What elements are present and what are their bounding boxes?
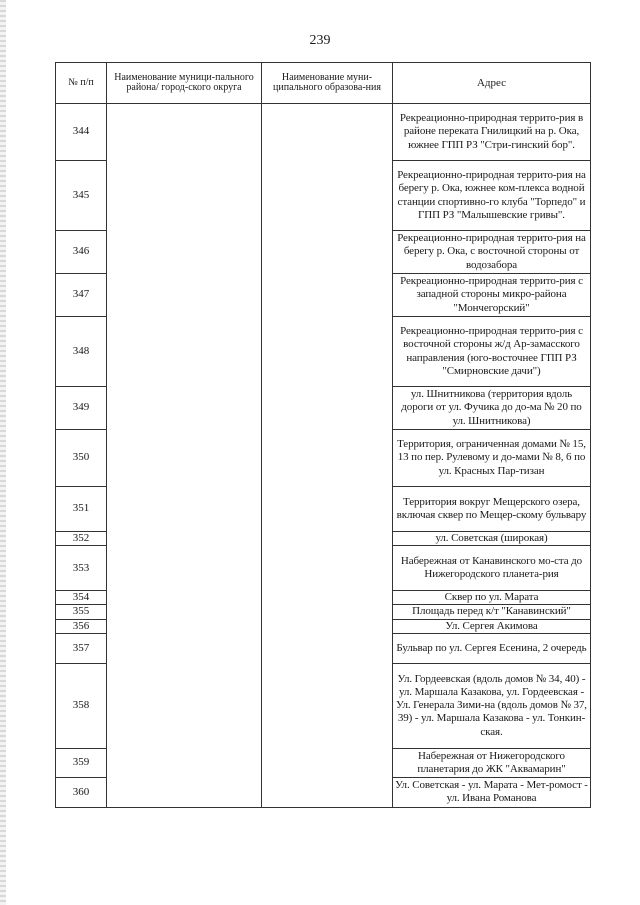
row-number: 358 <box>56 663 107 748</box>
row-number: 344 <box>56 104 107 161</box>
district-cell <box>107 317 262 387</box>
municipality-cell <box>262 663 393 748</box>
row-number: 346 <box>56 231 107 274</box>
table-row <box>56 748 591 777</box>
address-table <box>55 62 591 808</box>
row-number: 345 <box>56 161 107 231</box>
row-number: 348 <box>56 317 107 387</box>
address-cell: Ул. Гордеевская (вдоль домов № 34, 40) - ул. Маршала Казакова, ул. Гордеевская - Ул. Генерала Зими-на (вдоль домов № 37, 39) - ул. Маршала Казакова - ул. Тонкин-ская. <box>393 663 591 748</box>
header-district: Наименование муници-пального района/ город-ского округа <box>107 63 262 104</box>
address-cell: Бульвар по ул. Сергея Есенина, 2 очередь <box>393 633 591 663</box>
header-num: № п/п <box>56 63 107 104</box>
table-row <box>56 317 591 387</box>
municipality-cell <box>262 546 393 591</box>
row-number: 351 <box>56 487 107 532</box>
table-row <box>56 430 591 487</box>
address-cell: Рекреационно-природная террито-рия в районе переката Гнилицкий на р. Ока, южнее ГПП РЗ "Стри-гинский бор". <box>393 104 591 161</box>
table-row <box>56 104 591 161</box>
municipality-cell <box>262 619 393 633</box>
address-cell: Территория, ограниченная домами № 15, 13 по пер. Рулевому и до-мами № 8, 6 по ул. Красных Пар-тизан <box>393 430 591 487</box>
table-row <box>56 591 591 605</box>
table-row <box>56 663 591 748</box>
district-cell <box>107 487 262 532</box>
district-cell <box>107 430 262 487</box>
municipality-cell <box>262 532 393 546</box>
municipality-cell <box>262 591 393 605</box>
table-row <box>56 161 591 231</box>
row-number: 355 <box>56 605 107 619</box>
table-row <box>56 633 591 663</box>
table-row <box>56 487 591 532</box>
municipality-cell <box>262 430 393 487</box>
table-body <box>56 104 591 808</box>
address-cell: Набережная от Нижегородского планетария до ЖК "Аквамарин" <box>393 748 591 777</box>
district-cell <box>107 231 262 274</box>
row-number: 357 <box>56 633 107 663</box>
row-number: 347 <box>56 274 107 317</box>
address-cell: Сквер по ул. Марата <box>393 591 591 605</box>
row-number: 353 <box>56 546 107 591</box>
municipality-cell <box>262 317 393 387</box>
row-number: 359 <box>56 748 107 777</box>
municipality-cell <box>262 387 393 430</box>
district-cell <box>107 748 262 777</box>
municipality-cell <box>262 231 393 274</box>
address-cell: Площадь перед к/т "Канавинский" <box>393 605 591 619</box>
district-cell <box>107 161 262 231</box>
address-cell: Рекреационно-природная террито-рия с западной стороны микро-района "Мончегорский" <box>393 274 591 317</box>
table-header-row <box>56 63 591 104</box>
row-number: 349 <box>56 387 107 430</box>
municipality-cell <box>262 777 393 807</box>
district-cell <box>107 274 262 317</box>
row-number: 354 <box>56 591 107 605</box>
municipality-cell <box>262 104 393 161</box>
header-address: Адрес <box>393 63 591 104</box>
district-cell <box>107 633 262 663</box>
district-cell <box>107 591 262 605</box>
address-cell: Рекреационно-природная террито-рия на берегу р. Ока, южнее ком-плекса водной станции спортивно-го клуба "Торпедо" и ГПП РЗ "Малышевские гривы". <box>393 161 591 231</box>
municipality-cell <box>262 633 393 663</box>
table-row <box>56 231 591 274</box>
table-row <box>56 387 591 430</box>
address-cell: Рекреационно-природная террито-рия с восточной стороны ж/д Ар-замасского направления (юго-восточнее ГПП РЗ "Смирновские дачи") <box>393 317 591 387</box>
address-cell: Ул. Советская - ул. Марата - Мет-ромост - ул. Ивана Романова <box>393 777 591 807</box>
district-cell <box>107 546 262 591</box>
municipality-cell <box>262 161 393 231</box>
municipality-cell <box>262 748 393 777</box>
row-number: 360 <box>56 777 107 807</box>
municipality-cell <box>262 274 393 317</box>
address-cell: ул. Шнитникова (территория вдоль дороги от ул. Фучика до до-ма № 20 по ул. Шнитникова) <box>393 387 591 430</box>
district-cell <box>107 619 262 633</box>
district-cell <box>107 777 262 807</box>
municipality-cell <box>262 487 393 532</box>
table-row <box>56 274 591 317</box>
district-cell <box>107 387 262 430</box>
row-number: 352 <box>56 532 107 546</box>
district-cell <box>107 104 262 161</box>
table-row <box>56 532 591 546</box>
address-cell: ул. Советская (широкая) <box>393 532 591 546</box>
table-row <box>56 605 591 619</box>
district-cell <box>107 605 262 619</box>
district-cell <box>107 663 262 748</box>
municipality-cell <box>262 605 393 619</box>
table-row <box>56 777 591 807</box>
header-municipality: Наименование муни-ципального образова-ния <box>262 63 393 104</box>
table-row <box>56 546 591 591</box>
scan-edge <box>0 0 6 905</box>
address-cell: Ул. Сергея Акимова <box>393 619 591 633</box>
address-cell: Рекреационно-природная террито-рия на берегу р. Ока, с восточной стороны от водозабора <box>393 231 591 274</box>
table-row <box>56 619 591 633</box>
district-cell <box>107 532 262 546</box>
address-cell: Набережная от Канавинского мо-ста до Нижегородского планета-рия <box>393 546 591 591</box>
address-cell: Территория вокруг Мещерского озера, включая сквер по Мещер-скому бульвару <box>393 487 591 532</box>
row-number: 350 <box>56 430 107 487</box>
row-number: 356 <box>56 619 107 633</box>
page-number: 239 <box>309 33 331 48</box>
